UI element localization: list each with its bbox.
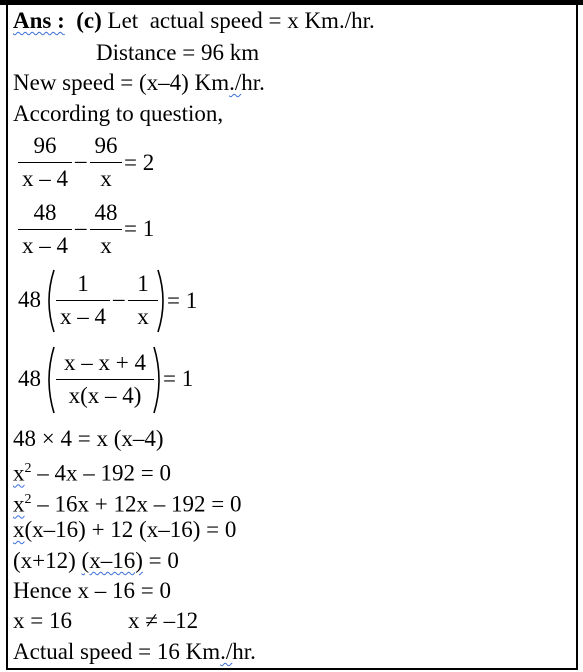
step-factor-rest: (x–16) + 12 (x–16) = 0 [24,517,237,542]
fraction-bar [18,229,72,230]
step-factor [13,517,236,543]
eq1-numerator-1: 96 [33,133,57,158]
left-paren [42,345,56,415]
eq3-denominator-2: x [137,304,149,329]
eq2-fraction-1 [18,200,72,259]
eq4-rhs: = 1 [163,366,194,391]
eq1-numerator-2: 96 [94,133,118,158]
eq3-fraction-2 [128,271,158,330]
variable-x: x [13,460,25,486]
answer-line [13,8,375,34]
eq2-denominator-1: x – 4 [22,233,68,258]
step-quadratic-rest: – 4x – 192 = 0 [31,460,171,486]
eq3-coefficient: 48 [18,287,41,312]
new-speed-unit-sep: ./ [229,70,242,95]
eq3-rhs: = 1 [167,288,198,313]
eq2-minus: – [75,215,87,240]
final-answer-text: Actual speed = 16 Km [13,639,221,664]
exponent: 2 [24,461,32,476]
step-split-rest: – 16x + 12x – 192 = 0 [31,491,242,517]
eq2-rhs: = 1 [124,216,155,241]
fraction-bar [18,162,72,163]
rejected-root: x ≠ –12 [127,608,199,633]
solution-x: x = 16 [13,608,72,633]
answer-label: Ans : [13,8,65,33]
variable-x: x [13,491,25,517]
final-unit-sep: ./ [220,639,233,664]
distance-line: Distance = 96 km [96,40,260,65]
eq1-fraction-1 [18,133,72,192]
fraction-bar [90,162,122,163]
step-multiply: 48 × 4 = x (x–4) [13,426,164,451]
eq3-minus: – [113,286,125,311]
eq3-fraction-1 [56,271,110,330]
step-split-middle [13,487,241,518]
eq2-denominator-2: x [100,233,112,258]
factor-1: (x+12) [13,548,82,573]
eq1-minus: – [75,148,87,173]
eq2-numerator-2: 48 [94,200,118,225]
eq4-fraction [56,350,154,409]
factor-2: (x–16) [81,548,143,573]
step-solution [13,608,198,634]
answer-option: (c) [76,8,102,33]
eq2-numerator-1: 48 [33,200,57,225]
new-speed-unit: hr. [241,70,265,95]
new-speed-text: New speed = (x–4) Km [13,70,230,95]
fraction-bar [56,300,110,301]
fraction-bar [128,300,158,301]
eq3-denominator-1: x – 4 [60,304,106,329]
eq4-numerator: x – x + 4 [64,350,146,375]
final-answer [13,639,256,665]
exponent: 2 [24,492,32,507]
let-text: Let [107,8,139,33]
eq3-numerator-2: 1 [137,271,149,296]
eq2-fraction-2 [90,200,122,259]
eq1-rhs: = 2 [124,150,155,175]
left-paren [42,268,56,334]
according-line: According to question, [13,101,224,126]
eq3-numerator-1: 1 [77,271,89,296]
eq4-denominator: x(x – 4) [68,383,142,408]
eq1-denominator-2: x [100,166,112,191]
step-hence: Hence x – 16 = 0 [13,578,171,603]
variable-x: x [13,517,25,542]
step-quadratic [13,456,171,487]
actual-speed-definition: actual speed = x Km./hr. [149,8,375,33]
final-unit: hr. [232,639,256,664]
factored-rhs: = 0 [142,548,179,573]
fraction-bar [56,379,154,380]
eq1-denominator-1: x – 4 [22,166,68,191]
eq1-fraction-2 [90,133,122,192]
new-speed-line [13,70,265,96]
eq4-coefficient: 48 [18,366,41,391]
fraction-bar [90,229,122,230]
step-factored [13,548,179,574]
